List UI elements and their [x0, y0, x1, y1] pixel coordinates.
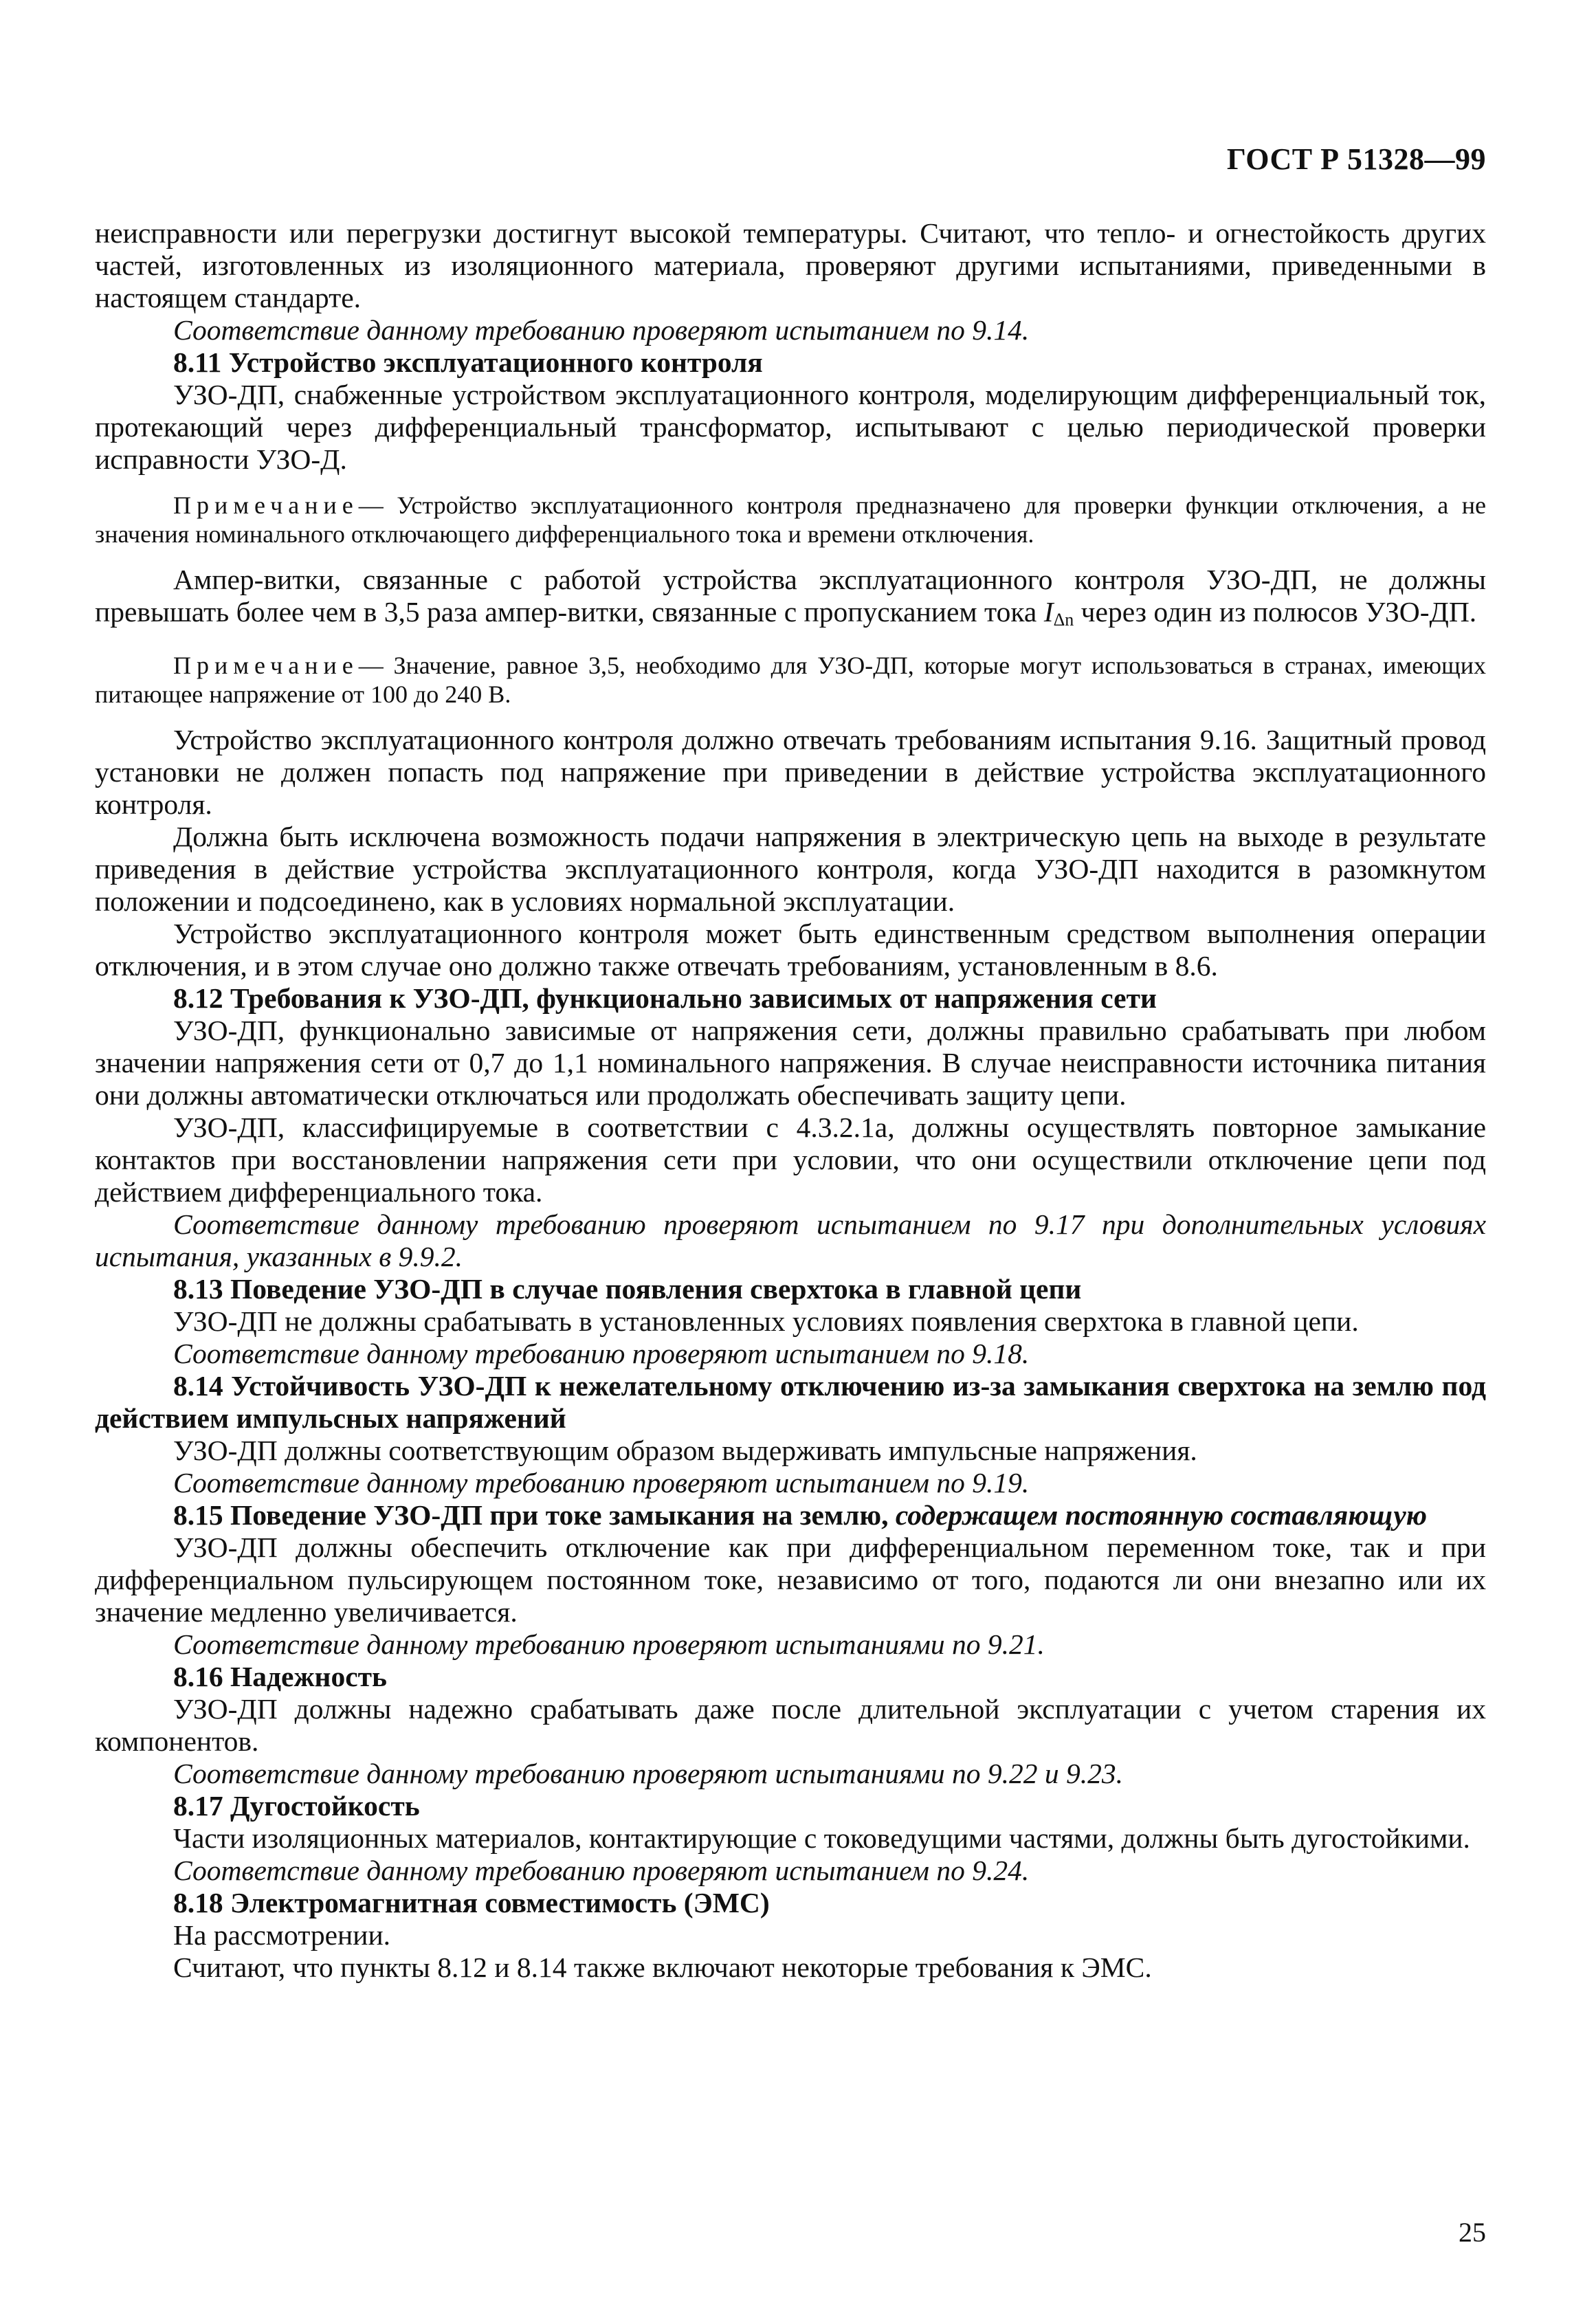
page-body — [95, 217, 1486, 1984]
paragraph-8-11-2-part-a: Ампер-витки, связанные с работой устройства эксплуатационного контроля УЗО-ДП, не должны превышать более чем в 3,5 раза ампер-витки, связанные с пропусканием тока — [95, 564, 1486, 628]
paragraph-8-15: УЗО-ДП должны обеспечить отключение как при дифференциальном переменном токе, так и при дифференциальном пульсирующем постоянном токе, независимо от того, подаются ли они внезапно или их значение медленно увеличивается. — [95, 1532, 1486, 1628]
paragraph-8-11-1: УЗО-ДП, снабженные устройством эксплуатационного контроля, моделирующим дифференциальный ток, протекающий через дифференциальный трансформатор, испытывают с целью периодической проверки исправности УЗО-Д. — [95, 379, 1486, 475]
note-2 — [95, 651, 1486, 709]
check-note-918: Соответствие данному требованию проверяют испытанием по 9.18. — [173, 1338, 1030, 1369]
page-number: 25 — [1459, 2217, 1486, 2248]
note-1 — [95, 491, 1486, 549]
check-note-914: Соответствие данному требованию проверяют испытанием по 9.14. — [173, 314, 1030, 346]
paragraph-8-13: УЗО-ДП не должны срабатывать в установленных условиях появления сверхтока в главной цепи. — [173, 1305, 1359, 1337]
paragraph-8-11-5: Устройство эксплуатационного контроля может быть единственным средством выполнения операции отключения, и в этом случае оно должно также отвечать требованиям, установленным в 8.6. — [95, 918, 1486, 982]
section-heading-8-12: 8.12 Требования к УЗО-ДП, функционально зависимых от напряжения сети — [173, 982, 1157, 1014]
check-note-919: Соответствие данному требованию проверяют испытанием по 9.19. — [173, 1467, 1030, 1499]
check-note-922: Соответствие данному требованию проверяют испытаниями по 9.22 и 9.23. — [173, 1758, 1124, 1789]
note-2-label: Примечание — [173, 652, 359, 679]
note-1-label: Примечание — [173, 491, 359, 519]
paragraph-8-18-1: На рассмотрении. — [173, 1919, 391, 1951]
paragraph-8-12-2: УЗО-ДП, классифицируемые в соответствии с 4.3.2.1а, должны осуществлять повторное замыкание контактов при восстановлении напряжения сети при условии, что они осуществили отключение цепи под действием дифференциального тока. — [95, 1112, 1486, 1208]
document-code-header: ГОСТ Р 51328—99 — [1226, 142, 1486, 176]
paragraph-8-12-1: УЗО-ДП, функционально зависимые от напряжения сети, должны правильно срабатывать при любом значении напряжения сети от 0,7 до 1,1 номинального напряжения. В случае неисправности источника питания они должны автоматически отключаться или продолжать обеспечивать защиту цепи. — [95, 1015, 1486, 1111]
paragraph-8-11-3: Устройство эксплуатационного контроля должно отвечать требованиям испытания 9.16. Защитный провод установки не должен попасть под напряжение при приведении в действие устройства эксплуатационного контроля. — [95, 724, 1486, 820]
section-heading-8-11: 8.11 Устройство эксплуатационного контроля — [173, 346, 763, 378]
current-symbol-subscript: Δn — [1053, 610, 1074, 630]
paragraph-8-14: УЗО-ДП должны соответствующим образом выдерживать импульсные напряжения. — [173, 1435, 1197, 1466]
section-heading-8-17: 8.17 Дугостойкость — [173, 1790, 420, 1822]
paragraph-intro: неисправности или перегрузки достигнут высокой температуры. Считают, что тепло- и огнестойкость других частей, изготовленных из изоляционного материала, проверяют другими испытаниями, приведенными в настоящем стандарте. — [95, 217, 1486, 313]
note-2-text: — Значение, равное 3,5, необходимо для УЗО-ДП, которые могут использоваться в странах, имеющих питающее напряжение от 100 до 240 В. — [95, 652, 1486, 708]
paragraph-8-11-2 — [95, 564, 1486, 636]
paragraph-8-11-2-part-b: через один из полюсов УЗО-ДП. — [1074, 596, 1477, 628]
section-heading-8-13: 8.13 Поведение УЗО-ДП в случае появления сверхтока в главной цепи — [173, 1273, 1082, 1305]
section-heading-8-16: 8.16 Надежность — [173, 1661, 387, 1692]
check-note-924: Соответствие данному требованию проверяют испытанием по 9.24. — [173, 1855, 1030, 1886]
section-heading-8-14: 8.14 Устойчивость УЗО-ДП к нежелательному отключению из-за замыкания сверхтока на землю под действием импульсных напряжений — [95, 1370, 1486, 1434]
section-heading-8-15 — [95, 1499, 1486, 1532]
section-heading-8-15-part-a: 8.15 Поведение УЗО-ДП при токе замыкания на землю, — [173, 1499, 896, 1531]
check-note-917: Соответствие данному требованию проверяют испытанием по 9.17 при дополнительных условиях испытания, указанных в 9.9.2. — [95, 1208, 1486, 1272]
note-1-text: — Устройство эксплуатационного контроля предназначено для проверки функции отключения, а не значения номинального отключающего дифференциального тока и времени отключения. — [95, 491, 1486, 548]
section-heading-8-15-part-b: содержащем постоянную составляющую — [895, 1499, 1428, 1531]
paragraph-8-17: Части изоляционных материалов, контактирующие с токоведущими частями, должны быть дугостойкими. — [173, 1822, 1470, 1854]
paragraph-8-18-2: Считают, что пункты 8.12 и 8.14 также включают некоторые требования к ЭМС. — [173, 1951, 1152, 1983]
paragraph-8-11-4: Должна быть исключена возможность подачи напряжения в электрическую цепь на выходе в результате приведения в действие устройства эксплуатационного контроля, когда УЗО-ДП находится в разомкнутом положении и подсоединено, как в условиях нормальной эксплуатации. — [95, 821, 1486, 917]
current-symbol: I — [1043, 596, 1054, 628]
paragraph-8-16: УЗО-ДП должны надежно срабатывать даже после длительной эксплуатации с учетом старения их компонентов. — [95, 1693, 1486, 1757]
section-heading-8-18: 8.18 Электромагнитная совместимость (ЭМС) — [173, 1887, 770, 1919]
check-note-921: Соответствие данному требованию проверяют испытаниями по 9.21. — [173, 1628, 1045, 1660]
